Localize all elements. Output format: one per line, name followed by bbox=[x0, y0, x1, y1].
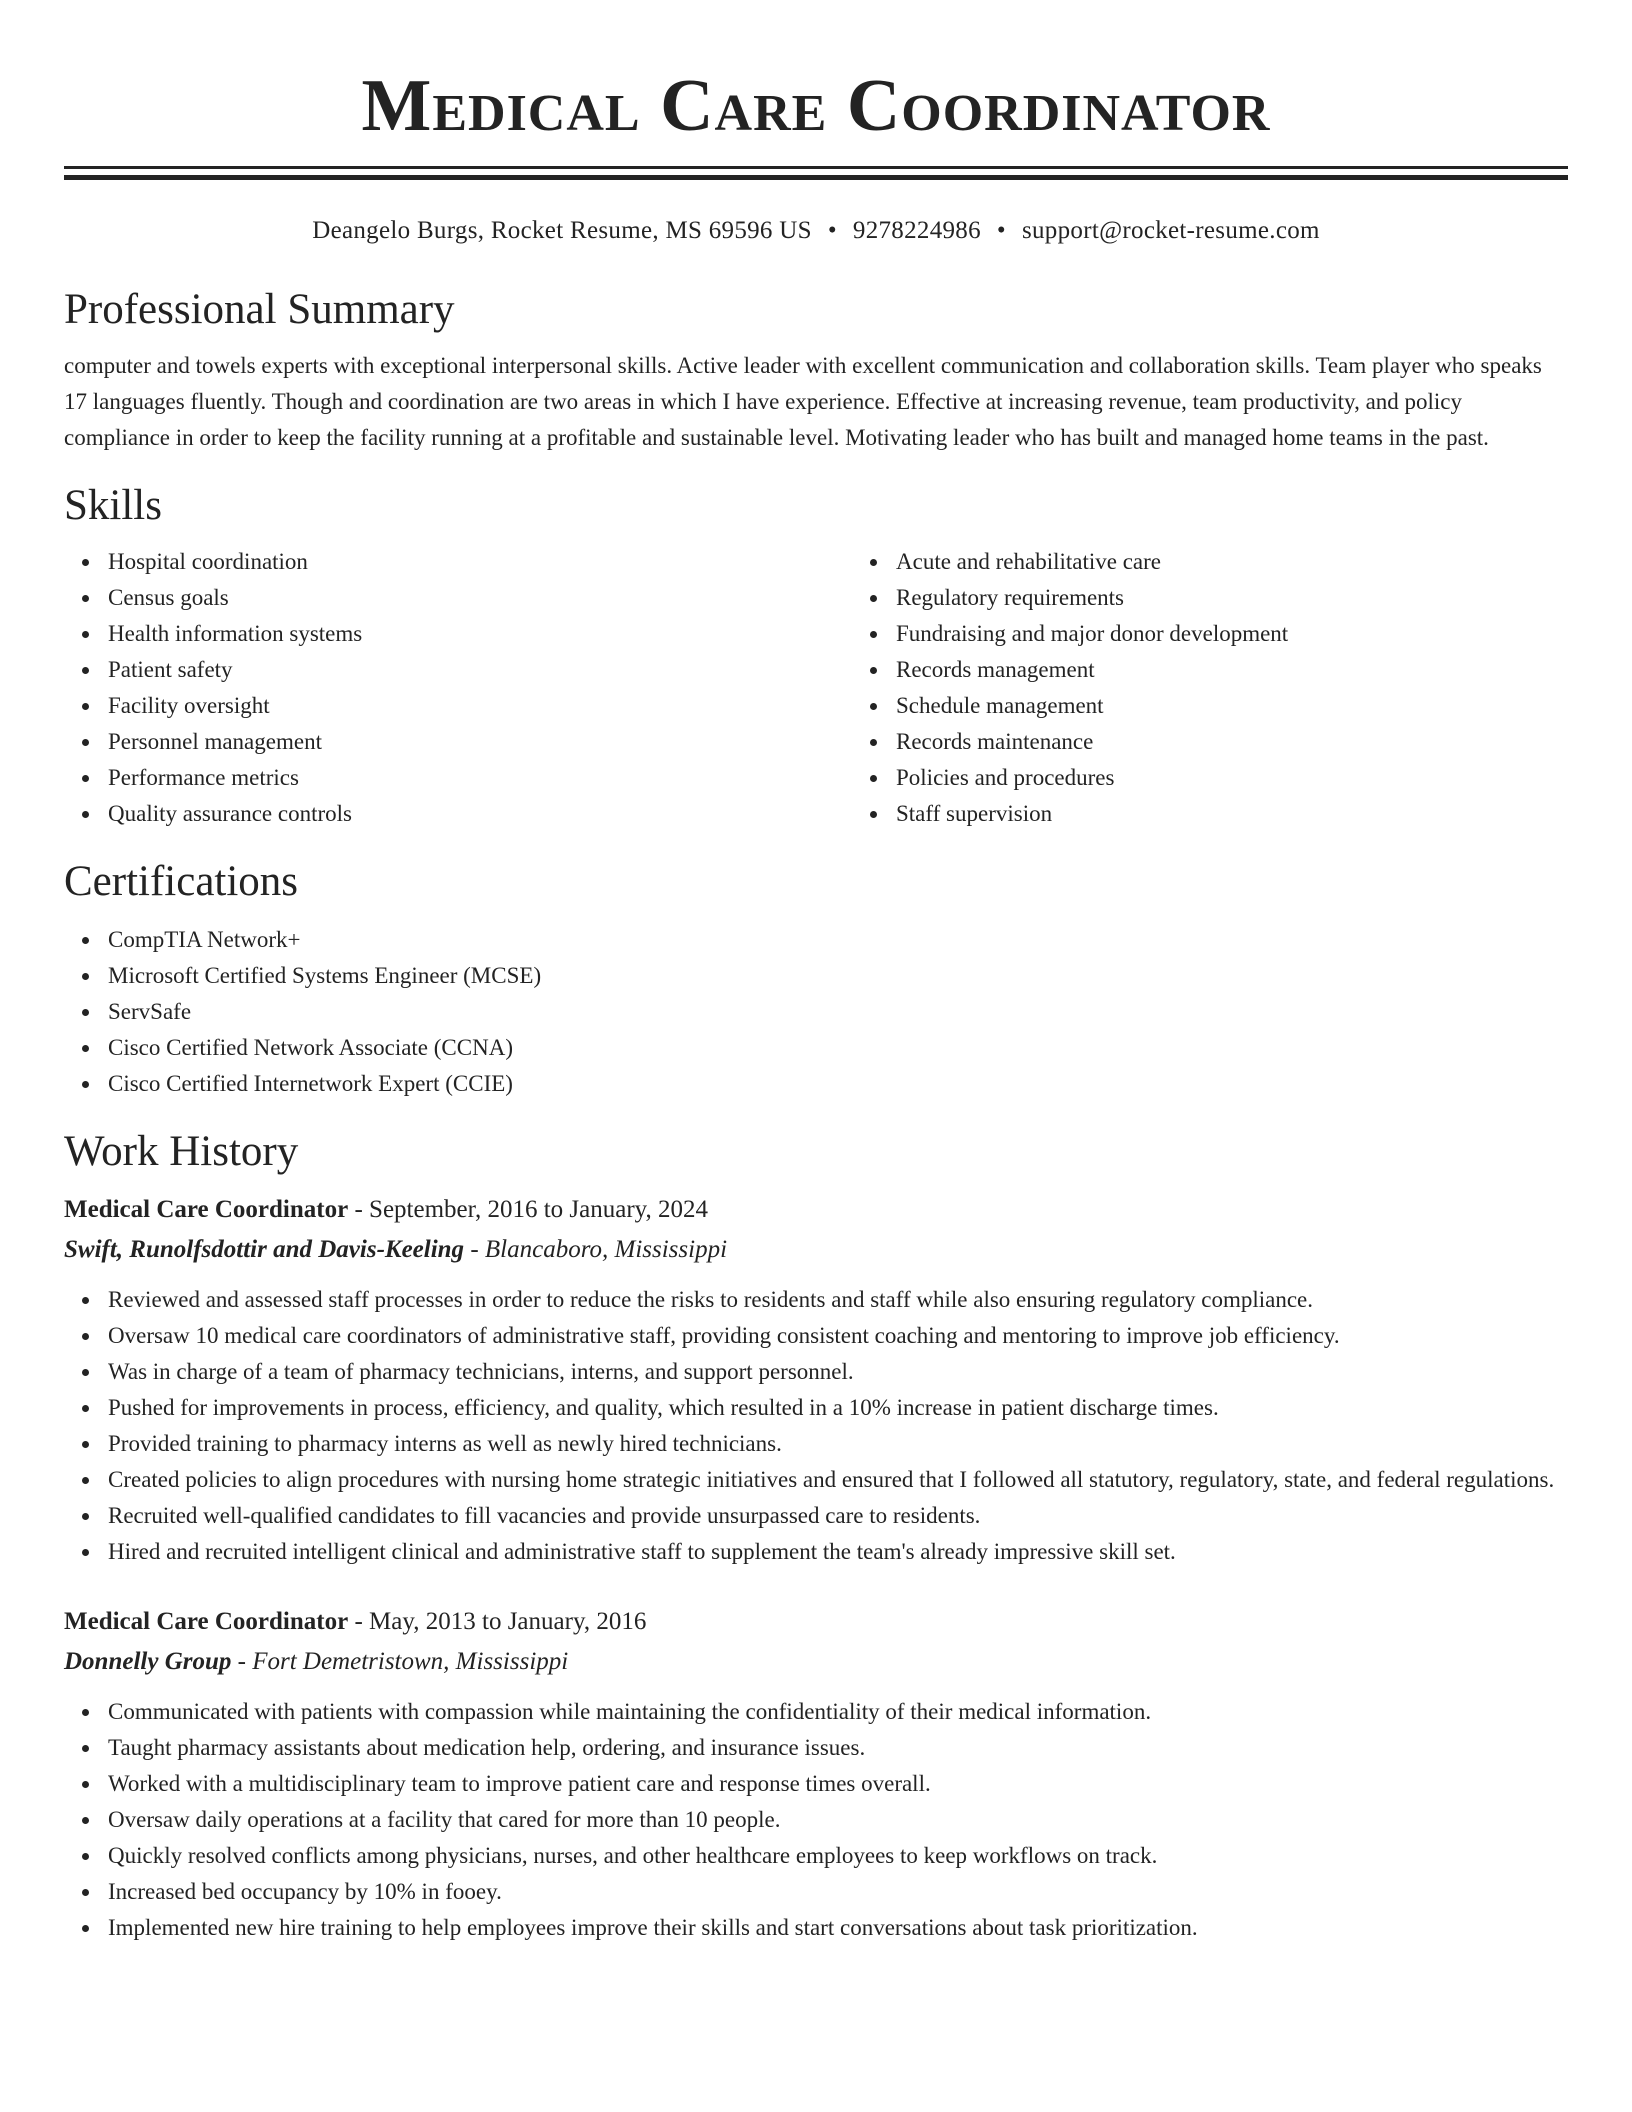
contact-phone: 9278224986 bbox=[852, 217, 981, 244]
skills-list-left bbox=[64, 544, 852, 832]
certification-item: Microsoft Certified Systems Engineer (MCSE) bbox=[108, 958, 1568, 994]
contact-email: support@rocket-resume.com bbox=[1021, 217, 1320, 244]
certification-item: Cisco Certified Internetwork Expert (CCIE) bbox=[108, 1066, 1568, 1102]
job-bullets bbox=[64, 1694, 1568, 1946]
job-company-line bbox=[64, 1644, 1568, 1680]
certifications-heading: Certifications bbox=[64, 858, 299, 905]
skill-item: Records management bbox=[896, 652, 1568, 688]
skill-item: Quality assurance controls bbox=[108, 796, 852, 832]
skill-item: Facility oversight bbox=[108, 688, 852, 724]
job-title: Medical Care Coordinator bbox=[64, 1608, 349, 1635]
skill-item: Health information systems bbox=[108, 616, 852, 652]
job-bullet: Communicated with patients with compassion while maintaining the confidentiality of their medical information. bbox=[108, 1694, 1568, 1730]
job-bullet: Was in charge of a team of pharmacy technicians, interns, and support personnel. bbox=[108, 1354, 1568, 1390]
job-title: Medical Care Coordinator bbox=[64, 1196, 349, 1223]
work-history-heading: Work History bbox=[64, 1128, 299, 1175]
skill-item: Patient safety bbox=[108, 652, 852, 688]
job-company-line bbox=[64, 1232, 1568, 1268]
title-divider-top bbox=[64, 166, 1568, 169]
skill-item: Staff supervision bbox=[896, 796, 1568, 832]
contact-address: Deangelo Burgs, Rocket Resume, MS 69596 US bbox=[312, 217, 812, 244]
summary-section bbox=[64, 284, 1568, 456]
skill-item: Hospital coordination bbox=[108, 544, 852, 580]
work-history-section bbox=[64, 1126, 1568, 1946]
skill-item: Records maintenance bbox=[896, 724, 1568, 760]
job-location: - Blancaboro, Mississippi bbox=[470, 1236, 728, 1263]
certification-item: Cisco Certified Network Associate (CCNA) bbox=[108, 1030, 1568, 1066]
job-bullet: Hired and recruited intelligent clinical and administrative staff to supplement the team's already impressive skill set. bbox=[108, 1534, 1568, 1570]
skills-heading: Skills bbox=[64, 482, 162, 529]
certification-item: ServSafe bbox=[108, 994, 1568, 1030]
skills-grid bbox=[64, 544, 1568, 832]
job-bullets bbox=[64, 1282, 1568, 1570]
contact-separator: • bbox=[996, 217, 1006, 244]
job-title-line bbox=[64, 1604, 1568, 1640]
job-company: Swift, Runolfsdottir and Davis-Keeling bbox=[64, 1236, 465, 1263]
job-bullet: Increased bed occupancy by 10% in fooey. bbox=[108, 1874, 1568, 1910]
job-entry bbox=[64, 1192, 1568, 1570]
resume-title: Medical Care Coordinator bbox=[361, 65, 1271, 147]
job-bullet: Recruited well-qualified candidates to fill vacancies and provide unsurpassed care to residents. bbox=[108, 1498, 1568, 1534]
job-company: Donnelly Group bbox=[64, 1648, 232, 1675]
certification-item: CompTIA Network+ bbox=[108, 922, 1568, 958]
job-bullet: Pushed for improvements in process, efficiency, and quality, which resulted in a 10% increase in patient discharge times. bbox=[108, 1390, 1568, 1426]
skills-list-right bbox=[852, 544, 1568, 832]
job-bullet: Implemented new hire training to help employees improve their skills and start conversations about task prioritization. bbox=[108, 1910, 1568, 1946]
skill-item: Fundraising and major donor development bbox=[896, 616, 1568, 652]
job-bullet: Worked with a multidisciplinary team to improve patient care and response times overall. bbox=[108, 1766, 1568, 1802]
job-bullet: Oversaw daily operations at a facility that cared for more than 10 people. bbox=[108, 1802, 1568, 1838]
certifications-section bbox=[64, 856, 1568, 1102]
job-dates: - September, 2016 to January, 2024 bbox=[354, 1196, 709, 1223]
job-bullet: Quickly resolved conflicts among physicians, nurses, and other healthcare employees to keep workflows on track. bbox=[108, 1838, 1568, 1874]
skill-item: Personnel management bbox=[108, 724, 852, 760]
job-title-line bbox=[64, 1192, 1568, 1228]
job-bullet: Provided training to pharmacy interns as well as newly hired technicians. bbox=[108, 1426, 1568, 1462]
contact-separator: • bbox=[827, 217, 837, 244]
skill-item: Regulatory requirements bbox=[896, 580, 1568, 616]
summary-text: computer and towels experts with exceptional interpersonal skills. Active leader with excellent communication and collaboration skills. Team player who speaks 17 languages fluently. Though and coordination are two areas in which I have experience. Effective at increasing revenue, team productivity, and policy compliance in order to keep the facility running at a profitable and sustainable level. Motivating leader who has built and managed home teams in the past. bbox=[64, 353, 1542, 450]
skill-item: Acute and rehabilitative care bbox=[896, 544, 1568, 580]
skill-item: Performance metrics bbox=[108, 760, 852, 796]
title-divider-bottom bbox=[64, 175, 1568, 180]
job-bullet: Reviewed and assessed staff processes in order to reduce the risks to residents and staff while also ensuring regulatory compliance. bbox=[108, 1282, 1568, 1318]
job-bullet: Taught pharmacy assistants about medication help, ordering, and insurance issues. bbox=[108, 1730, 1568, 1766]
skill-item: Schedule management bbox=[896, 688, 1568, 724]
skill-item: Policies and procedures bbox=[896, 760, 1568, 796]
certifications-list bbox=[64, 922, 1568, 1102]
job-bullet: Created policies to align procedures with nursing home strategic initiatives and ensured that I followed all statutory, regulatory, state, and federal regulations. bbox=[108, 1462, 1568, 1498]
summary-heading: Professional Summary bbox=[64, 286, 455, 333]
job-location: - Fort Demetristown, Mississippi bbox=[237, 1648, 569, 1675]
job-dates: - May, 2013 to January, 2016 bbox=[354, 1608, 647, 1635]
job-bullet: Oversaw 10 medical care coordinators of administrative staff, providing consistent coaching and mentoring to improve job efficiency. bbox=[108, 1318, 1568, 1354]
job-entry bbox=[64, 1604, 1568, 1946]
skills-section bbox=[64, 480, 1568, 832]
contact-line bbox=[64, 214, 1568, 248]
skill-item: Census goals bbox=[108, 580, 852, 616]
